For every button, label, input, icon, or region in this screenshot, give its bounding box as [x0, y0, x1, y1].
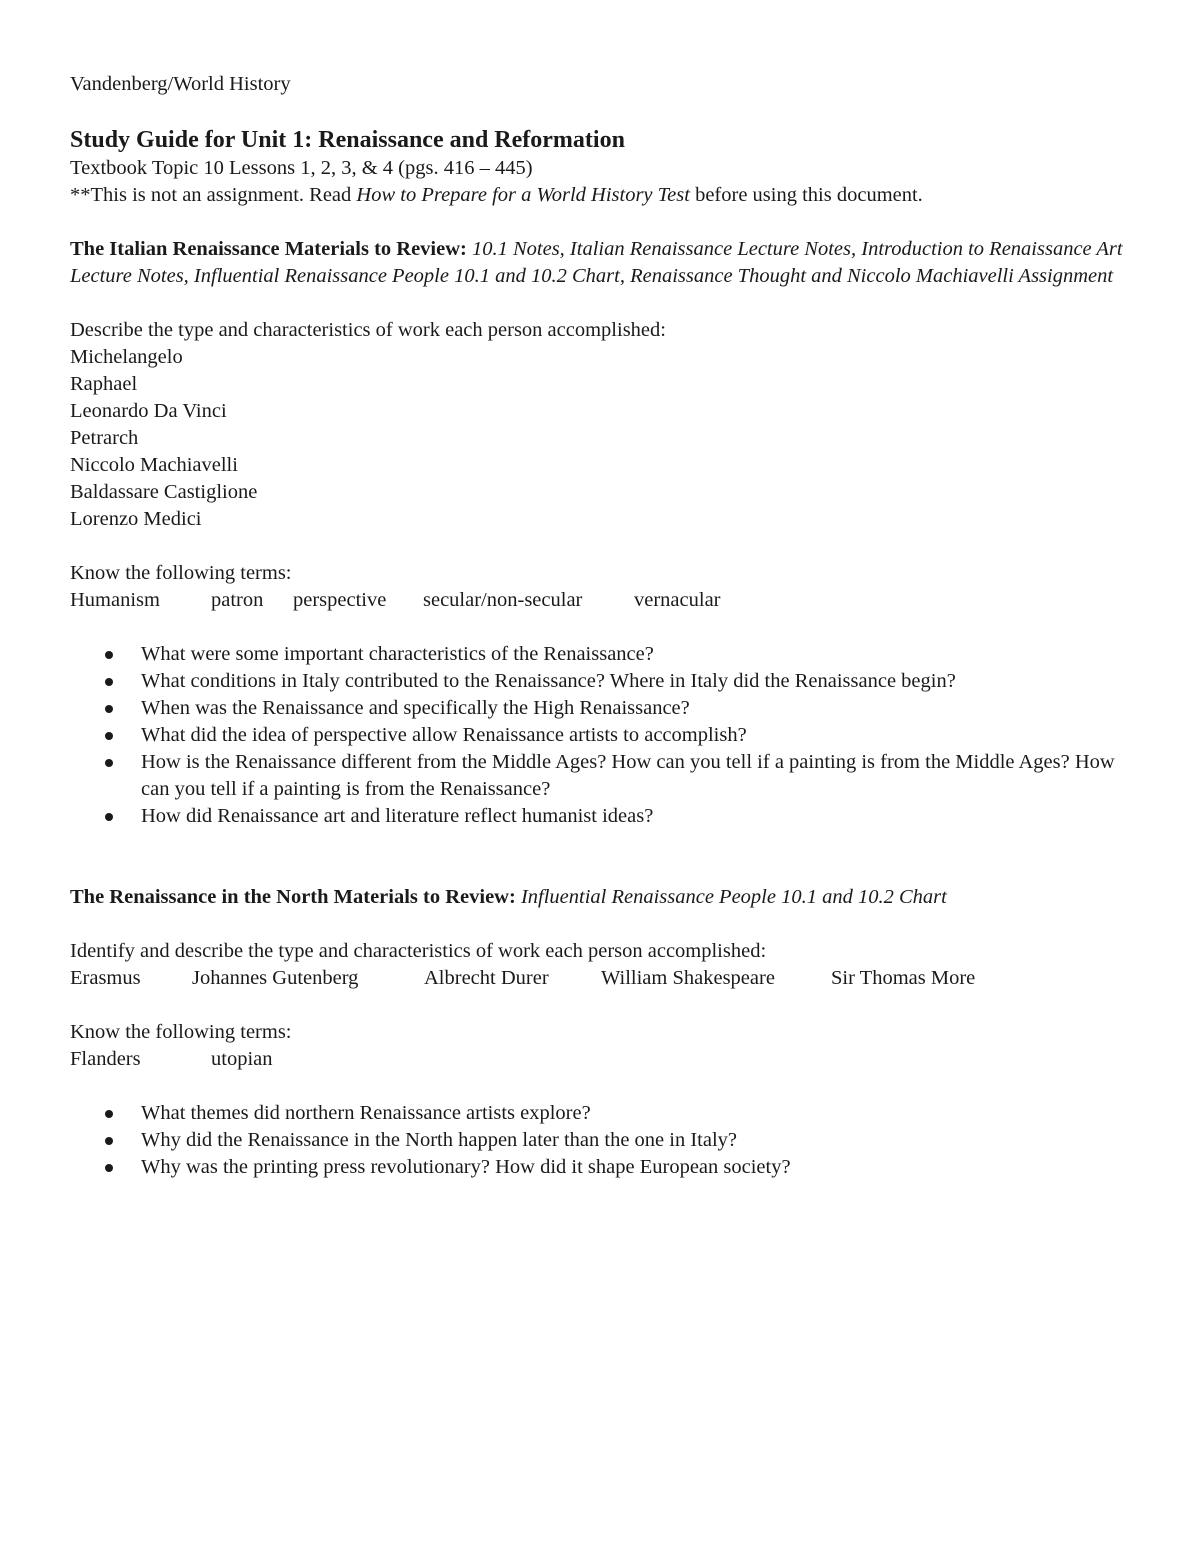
person-item: Leonardo Da Vinci	[70, 400, 227, 422]
term-item: Flanders	[70, 1048, 141, 1070]
person-item: Michelangelo	[70, 346, 183, 368]
question-item	[141, 722, 1130, 749]
question-text: What themes did northern Renaissance artists explore?	[141, 1102, 591, 1124]
term-item: secular/non-secular	[423, 589, 583, 611]
textbook-reference: Textbook Topic 10 Lessons 1, 2, 3, & 4 (pgs. 416 – 445)	[70, 157, 533, 179]
question-item	[141, 1100, 1130, 1127]
north-people	[70, 965, 1130, 992]
bullet-icon	[105, 732, 113, 740]
person-item: Niccolo Machiavelli	[70, 454, 238, 476]
italian-heading: The Italian Renaissance Materials to Review:	[70, 238, 467, 260]
italian-people-prompt: Describe the type and characteristics of work each person accomplished:	[70, 319, 666, 341]
term-item: perspective	[293, 589, 387, 611]
bullet-icon	[105, 651, 113, 659]
question-text: How did Renaissance art and literature reflect humanist ideas?	[141, 805, 654, 827]
document-page	[70, 71, 1130, 1181]
person-item: Sir Thomas More	[831, 967, 976, 989]
question-text: What did the idea of perspective allow Renaissance artists to accomplish?	[141, 724, 747, 746]
question-item	[141, 1127, 1130, 1154]
north-materials-list: Influential Renaissance People 10.1 and 10.2 Chart	[520, 886, 947, 908]
term-item: Humanism	[70, 589, 160, 611]
question-text: Why did the Renaissance in the North happen later than the one in Italy?	[141, 1129, 738, 1151]
usage-note-suffix: before using this document.	[689, 184, 923, 206]
bullet-icon	[105, 1164, 113, 1172]
bullet-icon	[105, 1110, 113, 1118]
bullet-icon	[105, 813, 113, 821]
question-text: How is the Renaissance different from the Middle Ages? How can you tell if a painting is from the Middle Ages? How can you tell if a painting is from the Renaissance?	[141, 751, 1115, 800]
question-item	[141, 1154, 1130, 1181]
person-item: Albrecht Durer	[424, 967, 549, 989]
bullet-icon	[105, 705, 113, 713]
north-heading: The Renaissance in the North Materials to Review:	[70, 886, 516, 908]
question-item	[141, 803, 1130, 830]
person-item: Erasmus	[70, 967, 141, 989]
course-header: Vandenberg/World History	[70, 73, 291, 95]
question-text: When was the Renaissance and specifically the High Renaissance?	[141, 697, 690, 719]
bullet-icon	[105, 759, 113, 767]
north-questions	[70, 1100, 1130, 1181]
person-item: Johannes Gutenberg	[192, 967, 359, 989]
term-item: vernacular	[634, 589, 721, 611]
north-people-prompt: Identify and describe the type and characteristics of work each person accomplished:	[70, 940, 767, 962]
page-title: Study Guide for Unit 1: Renaissance and Reformation	[70, 127, 625, 153]
usage-note	[70, 182, 1130, 209]
question-text: Why was the printing press revolutionary? How did it shape European society?	[141, 1156, 791, 1178]
term-item: utopian	[211, 1048, 273, 1070]
north-terms-prompt: Know the following terms:	[70, 1021, 292, 1043]
bullet-icon	[105, 1137, 113, 1145]
person-item: Baldassare Castiglione	[70, 481, 258, 503]
person-item: Lorenzo Medici	[70, 508, 202, 530]
question-item	[141, 749, 1130, 803]
term-item: patron	[211, 589, 264, 611]
person-item: William Shakespeare	[601, 967, 775, 989]
north-terms	[70, 1046, 1130, 1073]
italian-materials	[70, 236, 1130, 290]
question-item	[141, 668, 1130, 695]
question-text: What were some important characteristics of the Renaissance?	[141, 643, 654, 665]
person-item: Petrarch	[70, 427, 139, 449]
bullet-icon	[105, 678, 113, 686]
question-item	[141, 695, 1130, 722]
italian-terms-prompt: Know the following terms:	[70, 562, 292, 584]
italian-terms	[70, 587, 1130, 614]
italian-materials-list: 10.1 Notes, Italian Renaissance Lecture Notes, Introduction to Renaissance Art Lecture Notes, Influential Renaissance People 10.1 and 10.2 Chart, Renaissance Thought and Niccolo Machiavelli Assignment	[70, 238, 1123, 287]
question-text: What conditions in Italy contributed to the Renaissance? Where in Italy did the Renaissance begin?	[141, 670, 956, 692]
usage-note-prefix: **This is not an assignment. Read	[70, 184, 357, 206]
italian-questions	[70, 641, 1130, 830]
usage-note-title: How to Prepare for a World History Test	[356, 184, 690, 206]
person-item: Raphael	[70, 373, 138, 395]
north-materials	[70, 884, 1130, 911]
question-item	[141, 641, 1130, 668]
